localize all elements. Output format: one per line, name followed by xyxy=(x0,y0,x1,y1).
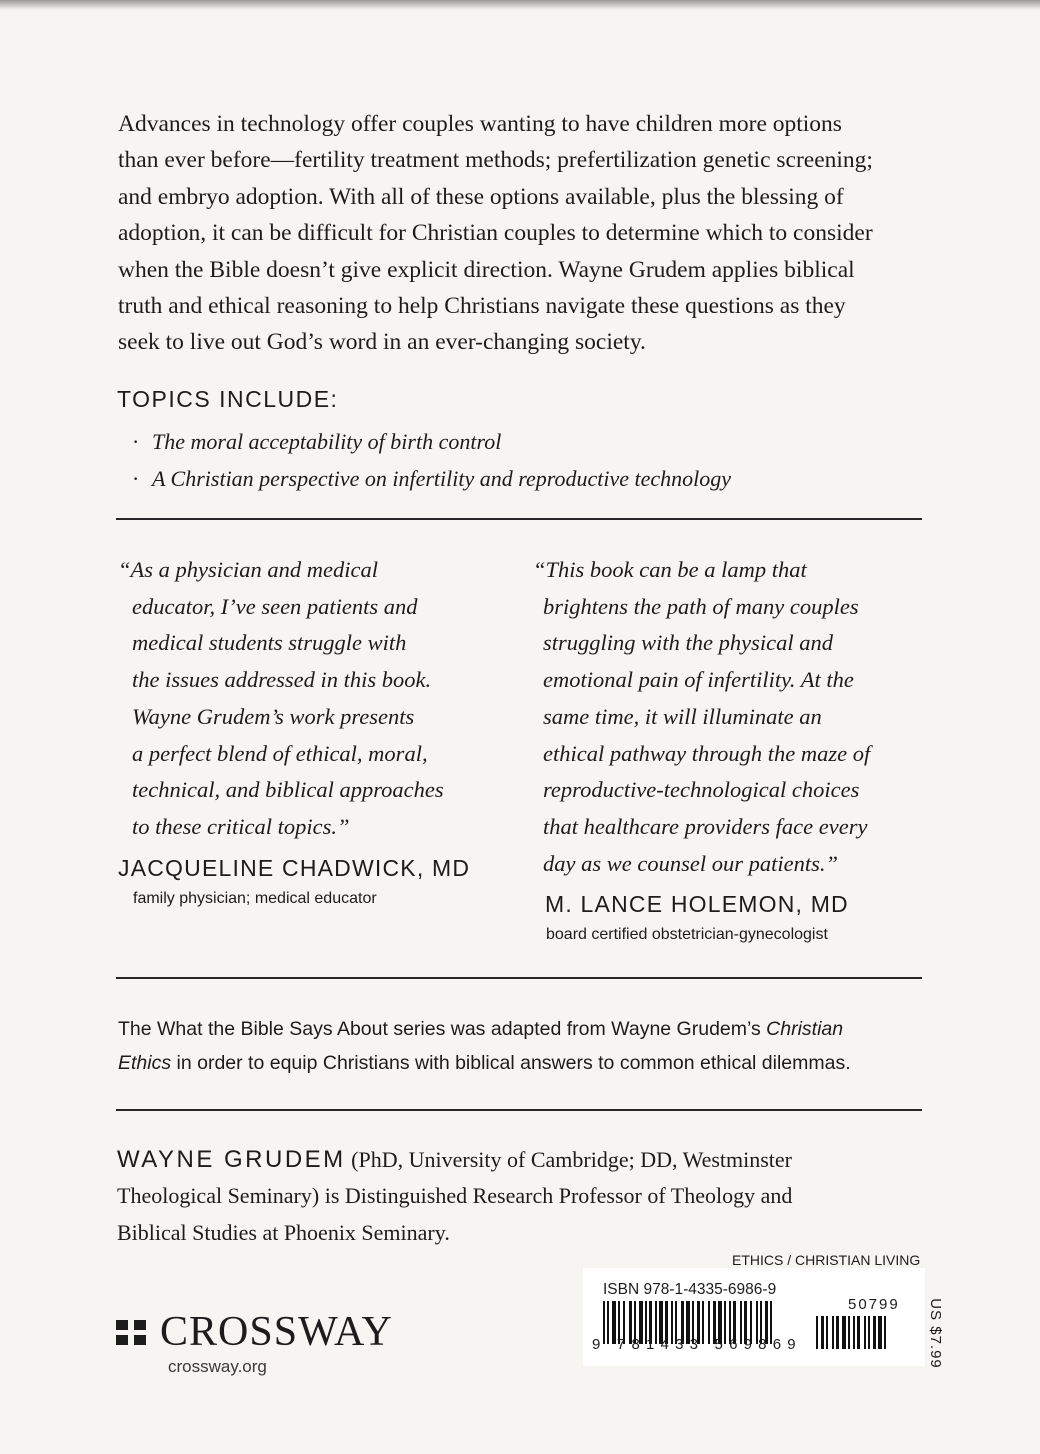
blurb-line: Advances in technology offer couples wanting to have children more options xyxy=(118,111,842,137)
quote-line: reproductive-technological choices xyxy=(543,777,860,803)
endorser-credential-2: board certified obstetrician-gynecologist xyxy=(546,926,828,943)
author-bio xyxy=(117,1142,937,1251)
blurb-line: seek to live out God’s word in an ever-changing society. xyxy=(118,329,646,356)
blurb-line: when the Bible doesn’t give explicit direction. Wayne Grudem applies biblical xyxy=(118,256,855,283)
series-note-text: in order to equip Christians with biblical answers to common ethical dilemmas. xyxy=(171,1051,851,1074)
bio-line: Theological Seminary) is Distinguished Research Professor of Theology and xyxy=(117,1183,793,1209)
bio-text: (PhD, University of Cambridge; DD, Westminster xyxy=(345,1147,792,1172)
description-blurb xyxy=(118,106,938,361)
cover-top-edge xyxy=(0,0,1040,10)
quote-line: same time, it will illuminate an xyxy=(543,703,822,729)
quote-line: a perfect blend of ethical, moral, xyxy=(132,740,428,766)
barcode-bar xyxy=(884,1316,886,1349)
endorser-credential-1: family physician; medical educator xyxy=(133,890,377,907)
publisher-name: CROSSWAY xyxy=(160,1309,393,1355)
book-title-italic: Christian xyxy=(766,1018,844,1040)
divider-rule xyxy=(116,1109,922,1111)
series-note xyxy=(118,1013,938,1080)
topic-item xyxy=(132,460,731,497)
blurb-line: and embryo adoption. With all of these options available, plus the blessing of xyxy=(118,183,844,210)
isbn-label: ISBN 978-1-4335-6986-9 xyxy=(603,1281,777,1298)
price-barcode-bars xyxy=(816,1316,886,1349)
bullet-icon: · xyxy=(132,429,140,454)
endorsement-quote-1 xyxy=(118,552,444,846)
blurb-line: than ever before—fertility treatment methods; prefertilization genetic screening; xyxy=(118,147,873,174)
topic-item xyxy=(132,423,731,460)
publisher-url: crossway.org xyxy=(168,1357,267,1376)
blurb-line: truth and ethical reasoning to help Christians navigate these questions as they xyxy=(118,293,846,320)
blurb-line: adoption, it can be difficult for Christian couples to determine which to consider xyxy=(118,220,873,247)
series-note-line xyxy=(118,1013,938,1047)
crossway-logo xyxy=(116,1308,393,1356)
category-label: ETHICS / CHRISTIAN LIVING xyxy=(732,1252,921,1268)
quote-line: ethical pathway through the maze of xyxy=(543,740,871,766)
endorsement-quote-2 xyxy=(533,552,870,882)
quote-line: “As a physician and medical xyxy=(118,557,378,582)
quote-line: Wayne Grudem’s work presents xyxy=(132,703,415,729)
quote-line: medical students struggle with xyxy=(132,630,407,656)
topic-text: The moral acceptability of birth control xyxy=(152,429,502,454)
endorser-name-1: JACQUELINE CHADWICK, MD xyxy=(118,855,471,881)
price-code: 50799 xyxy=(848,1296,900,1313)
topics-heading: TOPICS INCLUDE: xyxy=(117,386,339,412)
quote-line: struggling with the physical and xyxy=(543,630,833,656)
topics-list xyxy=(132,423,731,497)
quote-line: technical, and biblical approaches xyxy=(132,777,444,803)
bio-line: Biblical Studies at Phoenix Seminary. xyxy=(117,1219,450,1245)
quote-line: brightens the path of many couples xyxy=(543,593,859,619)
price-label: US $7.99 xyxy=(926,1298,944,1369)
divider-rule xyxy=(116,518,922,520)
author-name: WAYNE GRUDEM xyxy=(117,1146,346,1173)
bullet-icon: · xyxy=(132,466,140,491)
quote-line: day as we counsel our patients.” xyxy=(543,850,838,876)
book-title-italic: Ethics xyxy=(118,1051,172,1074)
bio-line xyxy=(117,1142,937,1178)
divider-rule xyxy=(116,977,922,979)
series-note-text: The What the Bible Says About series was adapted from Wayne Grudem’s xyxy=(118,1018,767,1040)
quote-line: that healthcare providers face every xyxy=(543,813,868,839)
quote-line: educator, I’ve seen patients and xyxy=(132,593,418,619)
series-note-line xyxy=(118,1047,938,1081)
quote-line: to these critical topics.” xyxy=(132,813,350,839)
endorser-name-2: M. LANCE HOLEMON, MD xyxy=(545,891,849,917)
quote-line: the issues addressed in this book. xyxy=(132,667,432,693)
quote-line: emotional pain of infertility. At the xyxy=(543,667,854,693)
barcode-digits: 9 781433 569869 xyxy=(592,1336,802,1353)
quote-line: “This book can be a lamp that xyxy=(533,557,807,582)
topic-text: A Christian perspective on infertility and reproductive technology xyxy=(152,466,732,491)
crossway-mark-icon xyxy=(116,1320,146,1345)
